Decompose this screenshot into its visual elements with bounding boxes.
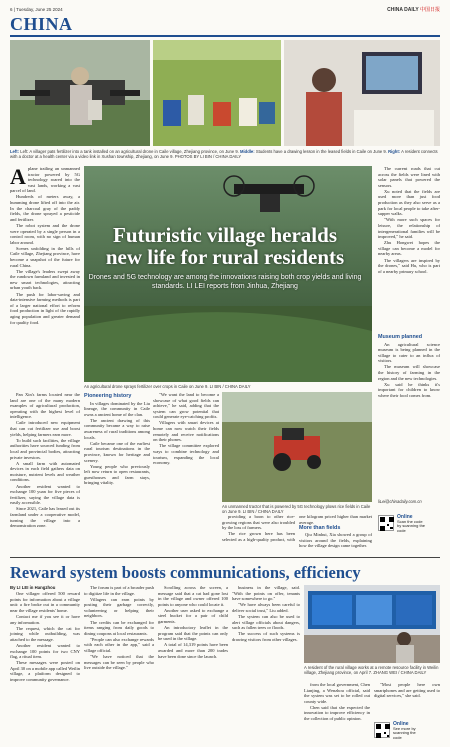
- page-number-date: 6 | Tuesday, June 25 2024: [10, 7, 63, 12]
- article2-col2: The forum is part of a broader push to digitize life in the village. Villagers can earn points by posting their garbage correctly, volunteering or helping their neighbors. The credits can be exchanged for items ranging from daily goods to dining coupons at local restaurants. "People can also exchange rewards with each other in the app," said a village official. "We have noticed that the messages can be seen by people who live outside the village.": [84, 585, 154, 671]
- article1-col6: The current roads that cut across the fields were lined with solar panels that powered the sensors. Xu noted that the fields are used more than just food production as they also serve as a park for local people to take after-supper walks. "With more such spaces for leisure, the relationship of intergenerational families will be improved," he said. Zhu Hongwei hopes the village can become a model for nearby areas. The villagers are inspired by the drones," said Hu, who is part of a nearby primary school.: [378, 166, 440, 274]
- subhead-pioneering: Pioneering history: [84, 393, 132, 399]
- photo-unmanned-tractor: [222, 392, 372, 502]
- article-divider: [10, 557, 440, 558]
- photo-village-facility: [304, 585, 440, 663]
- dropcap: A: [10, 164, 26, 189]
- article1-col6b: Museum planned An agricultural science museum is being planned in the village to cater to an influx of visitors. The museum will showcase the history of farming in the region and the new technologies. Xu said he thinks it's important for children to know where their food comes from.: [378, 334, 440, 398]
- article1-col1: Aplane trailing an unmanned tractor powered by 5G technology roared into the vast lands, working a vast parcel of land. Hundreds of meters away, a humming drone lifted off into the air. In the charcoal gray of the paddy fields, the drone sprayed a pesticide and fertilizer. The robot system and the drone were operated by a single person in a control room, with no sign of human labor around. Scenes unfolding in the hills of Caile village, Zhejiang province, have become a snapshot of the future for rural China. The village's leaders swept away the rundown farmland and invested in new smart technologies, attracting urban youth back. The push for labor-saving and data-intensive farming methods is part of a larger national effort to reform food production in light of the rapidly aging population and greater demand for quality food.: [10, 164, 80, 325]
- article2-col3: Scrolling across the screen, a message said that a cat had gone lost in the village and owner offered 100 points to anyone who could locate it. Another user asked to exchange a steel bucket for a pair of child garments. An introductory leaflet in the program said that the points can only be used in the village. A total of 14,319 points have been awarded and more than 200 trades have been done since the launch.: [158, 585, 228, 659]
- section-title: CHINA: [10, 14, 73, 34]
- article2-headline: Reward system boosts communications, efficiency: [10, 563, 361, 582]
- subhead-more-than-fields: More than fields: [299, 524, 341, 531]
- article1-email: liLei@chinadaily.com.cn: [378, 499, 422, 504]
- qr-code-1[interactable]: [378, 515, 394, 531]
- subhead-museum: Museum planned: [378, 334, 423, 340]
- article1-standfirst: Drones and 5G technology are among the innovations raising both crop yields and living standards. LI LEI reports from Jinhua, Zhejiang: [88, 274, 362, 290]
- photo-drawing-lesson: [153, 40, 281, 146]
- top-photo-caption: Left: Left: A villager pats fertilizer into a tank installed on an agricultural drone in Caile village, Zhejiang province, on June 9. Middle: Students have a drawing lesson in the leased fields in Caile on June 9. Right: A resident connects with a doctor at a health center via a video link in Xushan township, Zhejiang, on June 9. PHOTOS BY LI BIN / CHINA DAILY: [10, 149, 438, 160]
- article2-col5: from the local government, Chen Lianjing, a Wenzhou official, said the system was set to be rolled out county wide. Chen said that she expected the innovation to improve efficiency in the collection of public opinion.: [304, 682, 370, 722]
- masthead: CHINA DAILY 中国日报: [387, 7, 440, 13]
- article1-headline: Futuristic village heralds new life for rural residents: [105, 223, 345, 269]
- photo-drone-fertilizer: [10, 40, 150, 146]
- article2-col5b: "Most people here own smartphones and are getting used to digital services," she said.: [374, 682, 440, 699]
- page-header: [10, 5, 440, 15]
- article1-col3: Pioneering history In villages dominated by the Liu lineage, the community in Caile owns a ancient home of the clan. The ancient drawing of this community became a way to raise awareness of rural traditions among locals. Caile became one of the earliest rural tourism destinations in the province, known for heritage and scenery. Young people who previously left now return to open restaurants, guesthouses and farm stays, bringing vitality.: [84, 393, 150, 486]
- article2-byline: By LI LEI in Hangzhou: [10, 585, 56, 590]
- section-rule: [10, 35, 440, 37]
- hero-caption: An agricultural drone sprays fertilizer over crops in Caile on June 9. LI BIN / CHINA DAILY: [84, 384, 251, 389]
- article2-caption: A resident of the rural village works at a remote resource facility in Weilin village, Zhejiang province, on April 7. ZHANG WEI / CHINA DAILY: [304, 665, 439, 676]
- article1-col2: Pan Xin's farms located near the land are one of the many modern examples of agricultural production, operating with the highest level of intelligence. Caile introduced new equipment that can cut fertilizer use and boost yields, helping farmers earn more. To build such facilities, the village authorities have sourced funding from local and provincial bodies, attracting private investors. A small farm with automated devices in each field gathers data on moisture, nutrient levels and weather conditions. Another resident wanted to exchange 100 yuan for five pieces of fertilizer, saying the village data is easily accessible. Since 2021, Caile has leased out its farmland under a cooperative model, turning the village into a demonstration zone.: [10, 392, 80, 529]
- qr-1-label: Online Scan the code by scanning the code: [397, 514, 426, 533]
- article2-col1: By LI LEI in Hangzhou One villager offered 500 reward points for information about a village unit: a fire broke out in a community near the village residents' home. Contact me if you see it or have any information. The request, which the cat for joining while outbuilding, was attached to the message. Another resident wanted to exchange 100 points for two CNY flag, a ritual item. These messages were posted on April 30 on a mobile app called Weilin village, a platform designed to improve community governance.: [10, 585, 80, 682]
- article1-col5: providing a boon to other rice-growing regions that were also troubled by the loss of farmers. The rice grown here has been selected as a high-quality product, with one kilogram priced higher than market average. More than fields Qiu Minhui, Xia showed a group of visitors around the fields, explaining how the village design came together.: [222, 514, 372, 549]
- tractor-caption: An unmanned tractor that is powered by 5G technology plows rice fields in Caile on June 9. LI BIN / CHINA DAILY: [222, 504, 371, 515]
- article2-col4: business in the village, said. "With the points on offer, tenants have somewhere to go." "We have always been careful to deliver social trust," Liu added. The system can also be used to alert village officials about dangers, such as fallen trees or floods. The success of such systems is drawing visitors from other villages.: [232, 585, 300, 642]
- qr-2-label: Online See more by scanning the code: [393, 721, 416, 740]
- qr-code-2[interactable]: [374, 722, 390, 738]
- article1-col4: "We want the land to become a showcase of what good fields can achieve," he said, adding that the system can grow potential that could generate eye-catching profits. Villagers with smart devices at home can now watch their fields remotely and receive notifications on their phones. The village committee explored ways to combine technology and tourism, expanding the local economy.: [153, 392, 219, 466]
- photo-telemedicine: [284, 40, 440, 146]
